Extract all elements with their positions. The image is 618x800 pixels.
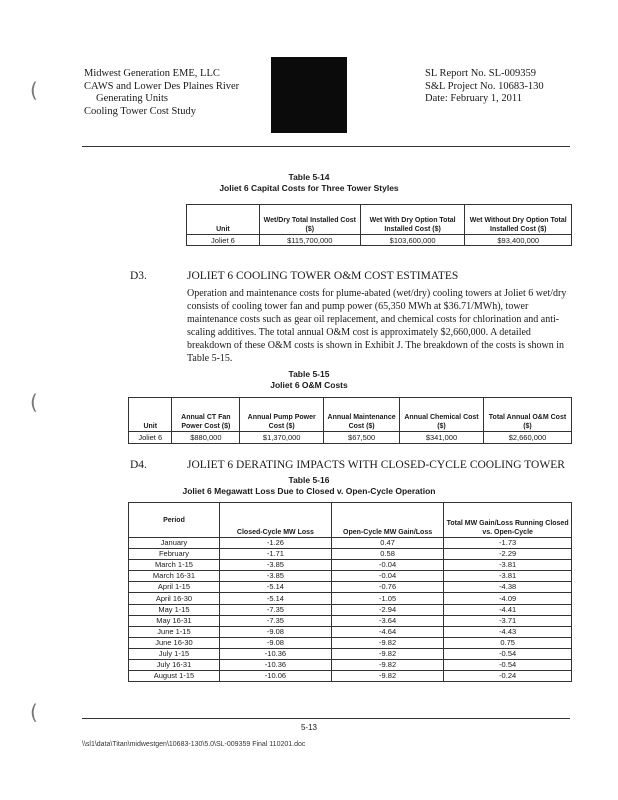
value-cell: -3.71 — [444, 615, 572, 626]
table-row — [129, 538, 572, 549]
period-cell: July 1-15 — [129, 648, 220, 659]
value-cell: -1.05 — [331, 593, 443, 604]
section-d4-number: D4. — [130, 459, 147, 471]
table-row — [129, 626, 572, 637]
value-cell: -0.04 — [331, 571, 443, 582]
table14-cell: $115,700,000 — [259, 235, 360, 246]
period-cell: February — [129, 549, 220, 560]
value-cell: 0.58 — [331, 549, 443, 560]
paragraph-text: Operation and maintenance costs for plume-abated (wet/dry) cooling towers at Joliet 6 wet/dry consists of cooling tower fan and pump power (65,350 MWh at $36.71/MWh), tower maintenance costs such as gear oil replacement, and chemical costs for chlorination and anti-scaling additives. The total annual O&M cost is approximately $2,660,000. A detailed breakdown of these O&M costs is shown in Exhibit J. The breakdown of the costs is shown in Table 5-15. — [187, 288, 567, 364]
file-path: \\sl1\data\Titan\midwestgen\10683-130\5.0\SL-009359 Final 110201.doc — [82, 741, 306, 748]
table15-title: Joliet 6 O&M Costs — [270, 380, 348, 390]
redacted-logo — [271, 57, 347, 133]
value-cell: -4.64 — [331, 626, 443, 637]
table-row — [129, 604, 572, 615]
table15-header: Annual Pump Power Cost ($) — [240, 398, 324, 432]
table16-caption: Table 5-16 — [288, 475, 330, 485]
value-cell: -9.08 — [219, 626, 331, 637]
table16-body — [129, 538, 572, 682]
period-cell: June 16-30 — [129, 637, 220, 648]
table15-cell: $880,000 — [172, 432, 240, 444]
value-cell: -10.06 — [219, 671, 331, 682]
table-row — [129, 671, 572, 682]
value-cell: -10.36 — [219, 648, 331, 659]
period-cell: January — [129, 538, 220, 549]
value-cell: -1.26 — [219, 538, 331, 549]
table16-header: Open-Cycle MW Gain/Loss — [331, 503, 443, 538]
table-row — [129, 571, 572, 582]
value-cell: -0.04 — [331, 560, 443, 571]
table14-header: Wet Without Dry Option Total Installed Cost ($) — [465, 205, 572, 235]
value-cell: -5.14 — [219, 593, 331, 604]
table-row — [129, 660, 572, 671]
table-row — [129, 549, 572, 560]
value-cell: -0.76 — [331, 582, 443, 593]
period-cell: April 16-30 — [129, 593, 220, 604]
period-cell: June 1-15 — [129, 626, 220, 637]
value-cell: -3.85 — [219, 571, 331, 582]
table15-cell: $67,500 — [324, 432, 400, 444]
value-cell: -9.82 — [331, 648, 443, 659]
header-project-no: S&L Project No. 10683-130 — [425, 80, 544, 92]
value-cell: -7.35 — [219, 604, 331, 615]
table15-cell: $2,660,000 — [483, 432, 571, 444]
table-row — [129, 432, 572, 444]
value-cell: -0.54 — [444, 660, 572, 671]
value-cell: -10.36 — [219, 660, 331, 671]
header-study: Cooling Tower Cost Study — [84, 105, 196, 117]
header-date: Date: February 1, 2011 — [425, 93, 523, 104]
table14-header: Wet/Dry Total Installed Cost ($) — [259, 205, 360, 235]
table15-header: Total Annual O&M Cost ($) — [483, 398, 571, 432]
table15-cell: Joliet 6 — [129, 432, 172, 444]
table15 — [128, 397, 572, 444]
table16-header: Closed-Cycle MW Loss — [219, 503, 331, 538]
header-units: Generating Units — [96, 93, 169, 104]
value-cell: -4.09 — [444, 593, 572, 604]
value-cell: 0.75 — [444, 637, 572, 648]
table16-title: Joliet 6 Megawatt Loss Due to Closed v. Open-Cycle Operation — [182, 486, 436, 496]
header-company: Midwest Generation EME, LLC — [84, 68, 220, 79]
period-cell: August 1-15 — [129, 671, 220, 682]
value-cell: -3.64 — [331, 615, 443, 626]
table-row — [129, 615, 572, 626]
section-d3-number: D3. — [130, 270, 147, 282]
table15-caption: Table 5-15 — [288, 369, 330, 379]
period-cell: July 16-31 — [129, 660, 220, 671]
value-cell: -0.54 — [444, 648, 572, 659]
period-cell: April 1-15 — [129, 582, 220, 593]
table14-title: Joliet 6 Capital Costs for Three Tower Styles — [219, 183, 399, 193]
table14-header: Unit — [187, 205, 260, 235]
section-d3-heading: JOLIET 6 COOLING TOWER O&M COST ESTIMATES — [187, 270, 459, 282]
binder-hole-mark: ( — [30, 700, 38, 724]
value-cell: -2.29 — [444, 549, 572, 560]
value-cell: -4.41 — [444, 604, 572, 615]
header-left — [84, 68, 239, 118]
value-cell: -9.08 — [219, 637, 331, 648]
table15-cell: $341,000 — [400, 432, 484, 444]
table14-cell: $93,400,000 — [465, 235, 572, 246]
section-d3-paragraph — [187, 287, 569, 365]
table16 — [128, 502, 572, 682]
value-cell: -4.43 — [444, 626, 572, 637]
table-row — [129, 637, 572, 648]
table15-header: Annual Chemical Cost ($) — [400, 398, 484, 432]
binder-hole-mark: ( — [30, 390, 38, 414]
table15-header: Annual Maintenance Cost ($) — [324, 398, 400, 432]
value-cell: -7.35 — [219, 615, 331, 626]
value-cell: -0.24 — [444, 671, 572, 682]
value-cell: -9.82 — [331, 637, 443, 648]
table-row — [187, 235, 572, 246]
table14 — [186, 204, 572, 246]
value-cell: 0.47 — [331, 538, 443, 549]
table14-cell: $103,600,000 — [360, 235, 465, 246]
header-right — [425, 68, 544, 106]
value-cell: -2.94 — [331, 604, 443, 615]
period-cell: May 16-31 — [129, 615, 220, 626]
value-cell: -9.82 — [331, 671, 443, 682]
period-cell: May 1-15 — [129, 604, 220, 615]
table-row — [129, 648, 572, 659]
value-cell: -1.73 — [444, 538, 572, 549]
value-cell: -3.81 — [444, 560, 572, 571]
table14-cell: Joliet 6 — [187, 235, 260, 246]
table15-header: Unit — [129, 398, 172, 432]
value-cell: -3.85 — [219, 560, 331, 571]
header-report-no: SL Report No. SL-009359 — [425, 68, 537, 79]
value-cell: -1.71 — [219, 549, 331, 560]
value-cell: -4.38 — [444, 582, 572, 593]
value-cell: -3.81 — [444, 571, 572, 582]
value-cell: -9.82 — [331, 660, 443, 671]
table16-header: Period — [129, 503, 220, 538]
header-rule — [82, 146, 570, 147]
table16-header: Total MW Gain/Loss Running Closed vs. Open-Cycle — [444, 503, 572, 538]
binder-hole-mark: ( — [30, 78, 38, 102]
period-cell: March 16-31 — [129, 571, 220, 582]
table15-header: Annual CT Fan Power Cost ($) — [172, 398, 240, 432]
table-row — [129, 582, 572, 593]
section-d4-heading: JOLIET 6 DERATING IMPACTS WITH CLOSED-CYCLE COOLING TOWER — [187, 459, 565, 471]
footer-rule — [82, 718, 570, 719]
table-row — [129, 593, 572, 604]
value-cell: -5.14 — [219, 582, 331, 593]
table-row — [129, 560, 572, 571]
period-cell: March 1-15 — [129, 560, 220, 571]
table14-caption: Table 5-14 — [288, 172, 330, 182]
table14-header: Wet With Dry Option Total Installed Cost ($) — [360, 205, 465, 235]
header-project: CAWS and Lower Des Plaines River — [84, 80, 240, 92]
table15-cell: $1,370,000 — [240, 432, 324, 444]
page-number: 5-13 — [300, 723, 317, 732]
